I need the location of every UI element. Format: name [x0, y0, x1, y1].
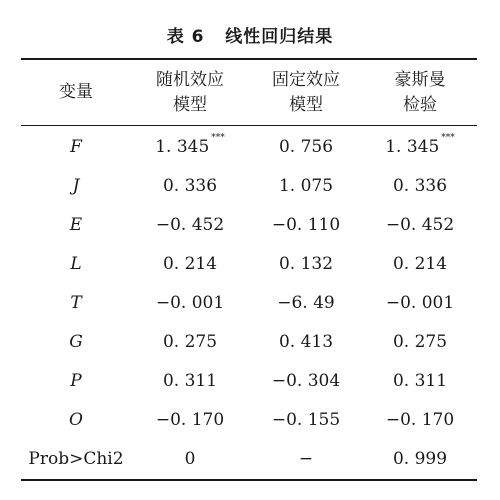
significance-stars: ***: [211, 132, 225, 143]
cell-value: −0. 170: [385, 409, 455, 430]
cell-value: 0: [184, 448, 196, 469]
cell-value: −0. 452: [385, 214, 455, 235]
cell-value: −0. 001: [385, 292, 455, 313]
column-header-line: 检验: [403, 94, 437, 115]
column-header-hausman-test: [363, 60, 477, 125]
cell-value: 0. 336: [392, 175, 448, 196]
cell-value: 0. 311: [162, 370, 218, 391]
cell-value: −6. 49: [277, 292, 335, 313]
cell-value: −0. 304: [271, 370, 341, 391]
table-row: [21, 205, 477, 244]
value-cell: [249, 283, 363, 322]
column-header-line: 豪斯曼: [394, 69, 446, 90]
variable-cell: L: [70, 253, 82, 274]
cell-value: 0. 999: [392, 448, 448, 469]
results-table: [21, 60, 477, 478]
column-header-line: 变量: [59, 82, 93, 102]
value-cell: [363, 244, 477, 283]
cell-value: −0. 001: [155, 292, 225, 313]
value-cell: [363, 166, 477, 205]
cell-value: −0. 155: [271, 409, 341, 430]
column-header-line: 模型: [173, 94, 207, 115]
value-cell: [131, 322, 249, 361]
value-cell: [249, 400, 363, 439]
variable-cell: F: [70, 136, 82, 157]
cell-value: −0. 452: [155, 214, 225, 235]
column-header-fixed-effects: [249, 60, 363, 125]
value-cell: [363, 125, 477, 166]
variable-cell: Prob>Chi2: [28, 448, 124, 469]
cell-value: 1. 345: [155, 136, 210, 157]
variable-cell: P: [70, 370, 82, 391]
value-cell: [363, 283, 477, 322]
value-cell: [131, 361, 249, 400]
cell-value: 0. 311: [392, 370, 448, 391]
table-row: [21, 361, 477, 400]
variable-cell: J: [72, 175, 80, 196]
value-cell: [249, 166, 363, 205]
value-cell: [249, 361, 363, 400]
table-row: [21, 166, 477, 205]
table-row: [21, 322, 477, 361]
table-row: [21, 283, 477, 322]
table-header: [21, 60, 477, 125]
table-row: [21, 244, 477, 283]
variable-cell: T: [70, 292, 82, 313]
cell-value: 1. 075: [278, 175, 334, 196]
value-cell: [249, 244, 363, 283]
value-cell: [363, 361, 477, 400]
table-row: [21, 439, 477, 478]
value-cell: [249, 125, 363, 166]
cell-value: 0. 413: [278, 331, 334, 352]
value-cell: [131, 400, 249, 439]
value-cell: [363, 205, 477, 244]
value-cell: [249, 322, 363, 361]
value-cell: [249, 205, 363, 244]
table-row: [21, 400, 477, 439]
cell-value: 1. 345: [385, 136, 440, 157]
bottom-rule: [21, 479, 477, 481]
value-cell: [131, 205, 249, 244]
cell-value: 0. 132: [278, 253, 334, 274]
value-cell: [363, 439, 477, 478]
column-header-line: 随机效应: [156, 69, 224, 90]
cell-value: 0. 275: [392, 331, 448, 352]
header-row: [21, 60, 477, 125]
cell-value: −0. 170: [155, 409, 225, 430]
value-cell: [131, 283, 249, 322]
value-cell: [131, 439, 249, 478]
value-cell: [131, 125, 249, 166]
value-cell: [363, 400, 477, 439]
column-header-line: 模型: [289, 94, 323, 115]
column-header-random-effects: [131, 60, 249, 125]
cell-value: 0. 336: [162, 175, 218, 196]
cell-value: 0. 214: [162, 253, 218, 274]
value-cell: [363, 322, 477, 361]
column-header-line: 固定效应: [272, 69, 340, 90]
value-cell: [131, 166, 249, 205]
value-cell: [131, 244, 249, 283]
cell-value: 0. 756: [278, 136, 334, 157]
cell-value: −: [298, 448, 314, 469]
value-cell: [249, 439, 363, 478]
cell-value: −0. 110: [271, 214, 341, 235]
variable-cell: O: [69, 409, 83, 430]
variable-cell: G: [69, 331, 83, 352]
column-header-variable: [21, 60, 131, 125]
table-row: [21, 125, 477, 166]
variable-cell: E: [69, 214, 83, 235]
cell-value: 0. 214: [392, 253, 448, 274]
table-body: [21, 125, 477, 478]
significance-stars: ***: [441, 132, 455, 143]
table-caption: 表 6 线性回归结果: [166, 27, 334, 47]
cell-value: 0. 275: [162, 331, 218, 352]
